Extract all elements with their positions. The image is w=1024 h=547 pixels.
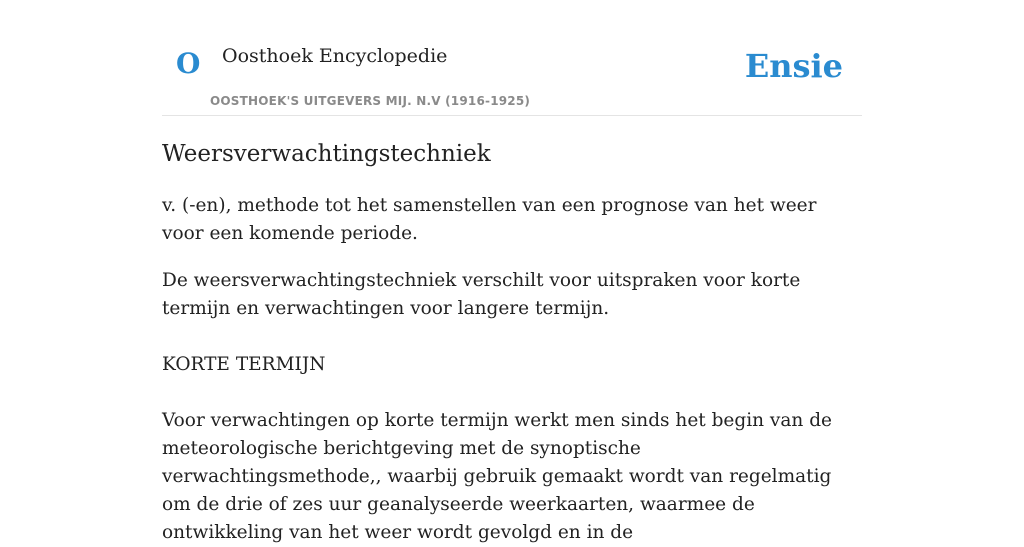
page bbox=[162, 0, 862, 543]
site-title[interactable]: Oosthoek Encyclopedie bbox=[222, 45, 448, 67]
section-paragraph: Voor verwachtingen op korte termijn werkt men sinds het begin van de meteorologische berichtgeving met de synoptische verwachtingsmethode,, waarbij gebruik gemaakt wordt van regelmatig om de drie of zes uur geanalyseerde weerkaarten, waarmee de ontwikkeling van het weer wordt gevolgd en in de bbox=[162, 410, 833, 543]
publisher-label: OOSTHOEK'S UITGEVERS MIJ. N.V (1916-1925) bbox=[210, 94, 531, 108]
site-header bbox=[162, 0, 862, 116]
brand-logo[interactable]: Ensie bbox=[744, 47, 843, 85]
site-logo[interactable]: O bbox=[176, 47, 201, 80]
article-paragraph-definition: v. (-en), methode tot het samenstellen van een prognose van het weer voor een komende periode. bbox=[162, 195, 817, 244]
section-heading: KORTE TERMIJN bbox=[162, 354, 326, 375]
article-paragraph-intro: De weersverwachtingstechniek verschilt voor uitspraken voor korte termijn en verwachtingen voor langere termijn. bbox=[162, 270, 801, 319]
article-title: Weersverwachtingstechniek bbox=[162, 141, 491, 167]
